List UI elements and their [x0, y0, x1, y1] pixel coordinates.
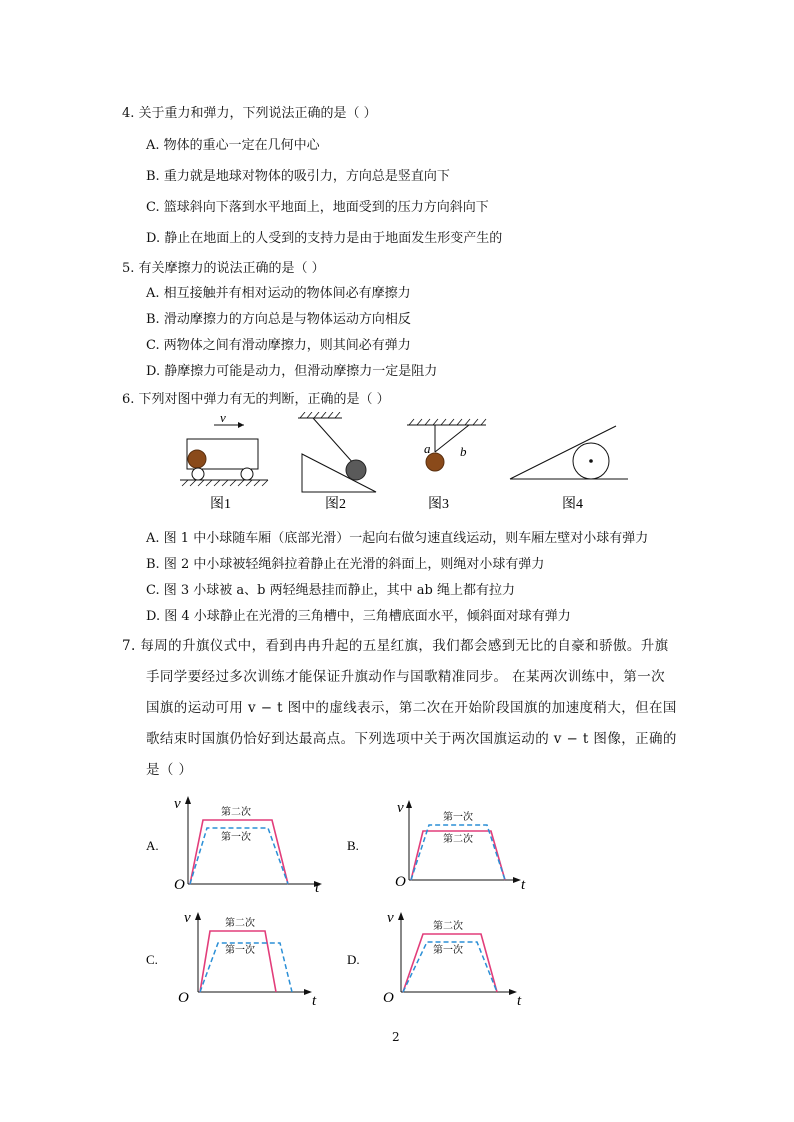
ball-icon — [188, 450, 206, 468]
origin-label: O — [383, 990, 394, 1006]
q6-stem: 6. 下列对图中弹力有无的判断，正确的是（ ） — [122, 392, 390, 407]
origin-label: O — [395, 874, 406, 890]
figure1-label: 图1 — [210, 497, 231, 512]
second-label: 第二次 — [433, 921, 463, 932]
figure3-label: 图3 — [428, 497, 449, 512]
graph-a — [140, 792, 340, 896]
v-axis-label: v — [387, 910, 394, 926]
origin-label: O — [178, 990, 189, 1006]
first-label: 第一次 — [433, 945, 463, 956]
graph-c — [140, 906, 340, 1008]
figure2-incline — [298, 412, 376, 512]
rope-a-label: a — [424, 441, 431, 456]
q7-line-3: 国旗的运动可用 v − t 图中的虚线表示，第二次在开始阶段国旗的加速度稍大，但在国 — [146, 700, 677, 716]
q4-option-b: B. 重力就是地球对物体的吸引力，方向总是竖直向下 — [146, 169, 450, 184]
origin-label: O — [174, 877, 185, 893]
q5-option-c: C. 两物体之间有滑动摩擦力，则其间必有弹力 — [146, 338, 411, 353]
t-axis-label: t — [312, 993, 317, 1008]
q5-option-b: B. 滑动摩擦力的方向总是与物体运动方向相反 — [146, 312, 411, 327]
figure1-cart — [180, 412, 268, 512]
figure2-label: 图2 — [325, 497, 346, 512]
solid-line — [190, 820, 288, 884]
q7-line-4: 歌结束时国旗仍恰好到达最高点。下列选项中关于两次国旗运动的 v − t 图像，正确的 — [146, 731, 677, 747]
q6-option-c: C. 图 3 小球被 a、b 两轻绳悬挂而静止，其中 ab 绳上都有拉力 — [146, 583, 515, 598]
graph-b-option-label: B. — [347, 838, 359, 853]
q6-figures — [170, 412, 640, 516]
second-label: 第二次 — [221, 807, 251, 818]
q5-option-d: D. 静摩擦力可能是动力，但滑动摩擦力一定是阻力 — [146, 364, 438, 379]
v-axis-label: v — [184, 910, 191, 926]
figure3-ropes — [407, 419, 486, 512]
v-axis-label: v — [397, 800, 404, 816]
q6-option-d: D. 图 4 小球静止在光滑的三角槽中，三角槽底面水平，倾斜面对球有弹力 — [146, 609, 571, 624]
q7-line-2: 手同学要经过多次训练才能保证升旗动作与国歌精准同步。 在某两次训练中，第一次 — [146, 669, 665, 685]
graph-b — [345, 796, 545, 896]
t-axis-label: t — [521, 877, 526, 893]
q6-option-a: A. 图 1 中小球随车厢（底部光滑）一起向右做匀速直线运动，则车厢左壁对小球有弹力 — [146, 531, 649, 546]
v-axis-label: v — [174, 796, 181, 812]
rope-b-label: b — [460, 444, 467, 459]
q7-line-5: 是（ ） — [146, 762, 193, 778]
first-label: 第一次 — [225, 945, 255, 956]
second-label: 第二次 — [443, 834, 473, 845]
q6-option-b: B. 图 2 中小球被轻绳斜拉着静止在光滑的斜面上，则绳对小球有弹力 — [146, 557, 545, 572]
velocity-label: v — [220, 412, 226, 425]
q4-stem: 4. 关于重力和弹力，下列说法正确的是（ ） — [122, 106, 377, 121]
q7-line-1: 7. 每周的升旗仪式中，看到冉冉升起的五星红旗，我们都会感到无比的自豪和骄傲。升旗 — [122, 638, 669, 654]
graph-a-option-label: A. — [146, 838, 159, 853]
graph-d — [345, 906, 545, 1008]
q4-option-c: C. 篮球斜向下落到水平地面上，地面受到的压力方向斜向下 — [146, 200, 489, 215]
q5-option-a: A. 相互接触并有相对运动的物体间必有摩擦力 — [146, 286, 411, 301]
figure4-label: 图4 — [562, 497, 583, 512]
q5-stem: 5. 有关摩擦力的说法正确的是（ ） — [122, 261, 325, 276]
first-label: 第一次 — [221, 832, 251, 843]
ball-icon — [426, 453, 444, 471]
first-label: 第一次 — [443, 812, 473, 823]
q4-option-d: D. 静止在地面上的人受到的支持力是由于地面发生形变产生的 — [146, 231, 503, 246]
t-axis-label: t — [315, 880, 320, 896]
second-label: 第二次 — [225, 918, 255, 929]
t-axis-label: t — [517, 993, 522, 1008]
graph-c-option-label: C. — [146, 952, 158, 967]
page-number: 2 — [392, 1030, 400, 1044]
q4-option-a: A. 物体的重心一定在几何中心 — [146, 138, 320, 153]
ball-icon — [346, 460, 366, 480]
graph-d-option-label: D. — [347, 952, 360, 967]
figure4-trough — [510, 426, 628, 512]
